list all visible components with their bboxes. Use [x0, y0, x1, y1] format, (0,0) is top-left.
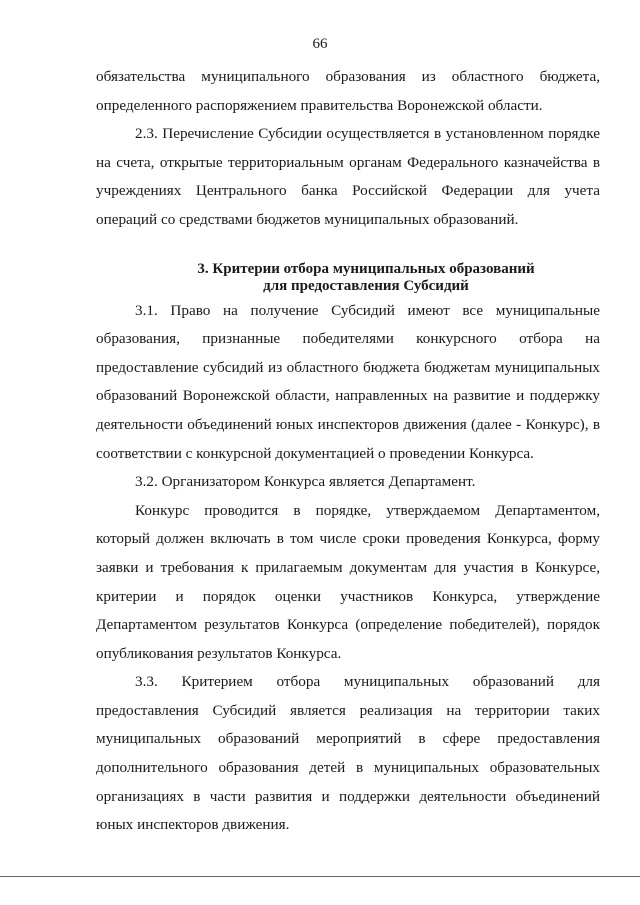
paragraph-continuation: обязательства муниципального образования из областного бюджета, определенного распоряжением правительства Воронежской области. [96, 68, 600, 114]
section-heading-line-2: для предоставления Субсидий [263, 277, 469, 294]
section-heading-line-1: 3. Критерии отбора муниципальных образований [197, 260, 535, 277]
paragraph-3-2: 3.2. Организатором Конкурса является Департамент. [135, 473, 476, 491]
page-number: 66 [312, 36, 328, 52]
paragraph-3-3: 3.3. Критерием отбора муниципальных образований для предоставления Субсидий является реализация на территории таких муниципальных образований мероприятий в сфере предоставления дополнительного образования детей в муниципальных образовательных организациях в части развития и поддержки деятельности объединений юных инспекторов движения. [96, 673, 600, 834]
section-heading [96, 261, 600, 295]
paragraph-3-1: 3.1. Право на получение Субсидий имеют все муниципальные образования, признанные победителями конкурсного отбора на предоставление субсидий из областного бюджета бюджетам муниципальных образований Воронежской области, направленных на развитие и поддержку деятельности объединений юных инспекторов движения (далее - Конкурс), в соответствии с конкурсной документацией о проведении Конкурса. [96, 301, 600, 462]
footer-rule [0, 876, 640, 877]
paragraph-contest-procedure: Конкурс проводится в порядке, утверждаемом Департаментом, который должен включать в том числе сроки проведения Конкурса, форму заявки и требования к прилагаемым документам для участия в Конкурсе, критерии и порядок оценки участников Конкурса, утверждение Департаментом результатов Конкурса (определение победителей), порядок опубликования результатов Конкурса. [96, 501, 600, 662]
paragraph-2-3: 2.3. Перечисление Субсидии осуществляется в установленном порядке на счета, открытые территориальным органам Федерального казначейства в учреждениях Центрального банка Российской Федерации для учета операций со средствами бюджетов муниципальных образований. [96, 125, 600, 228]
document-body [96, 63, 600, 840]
